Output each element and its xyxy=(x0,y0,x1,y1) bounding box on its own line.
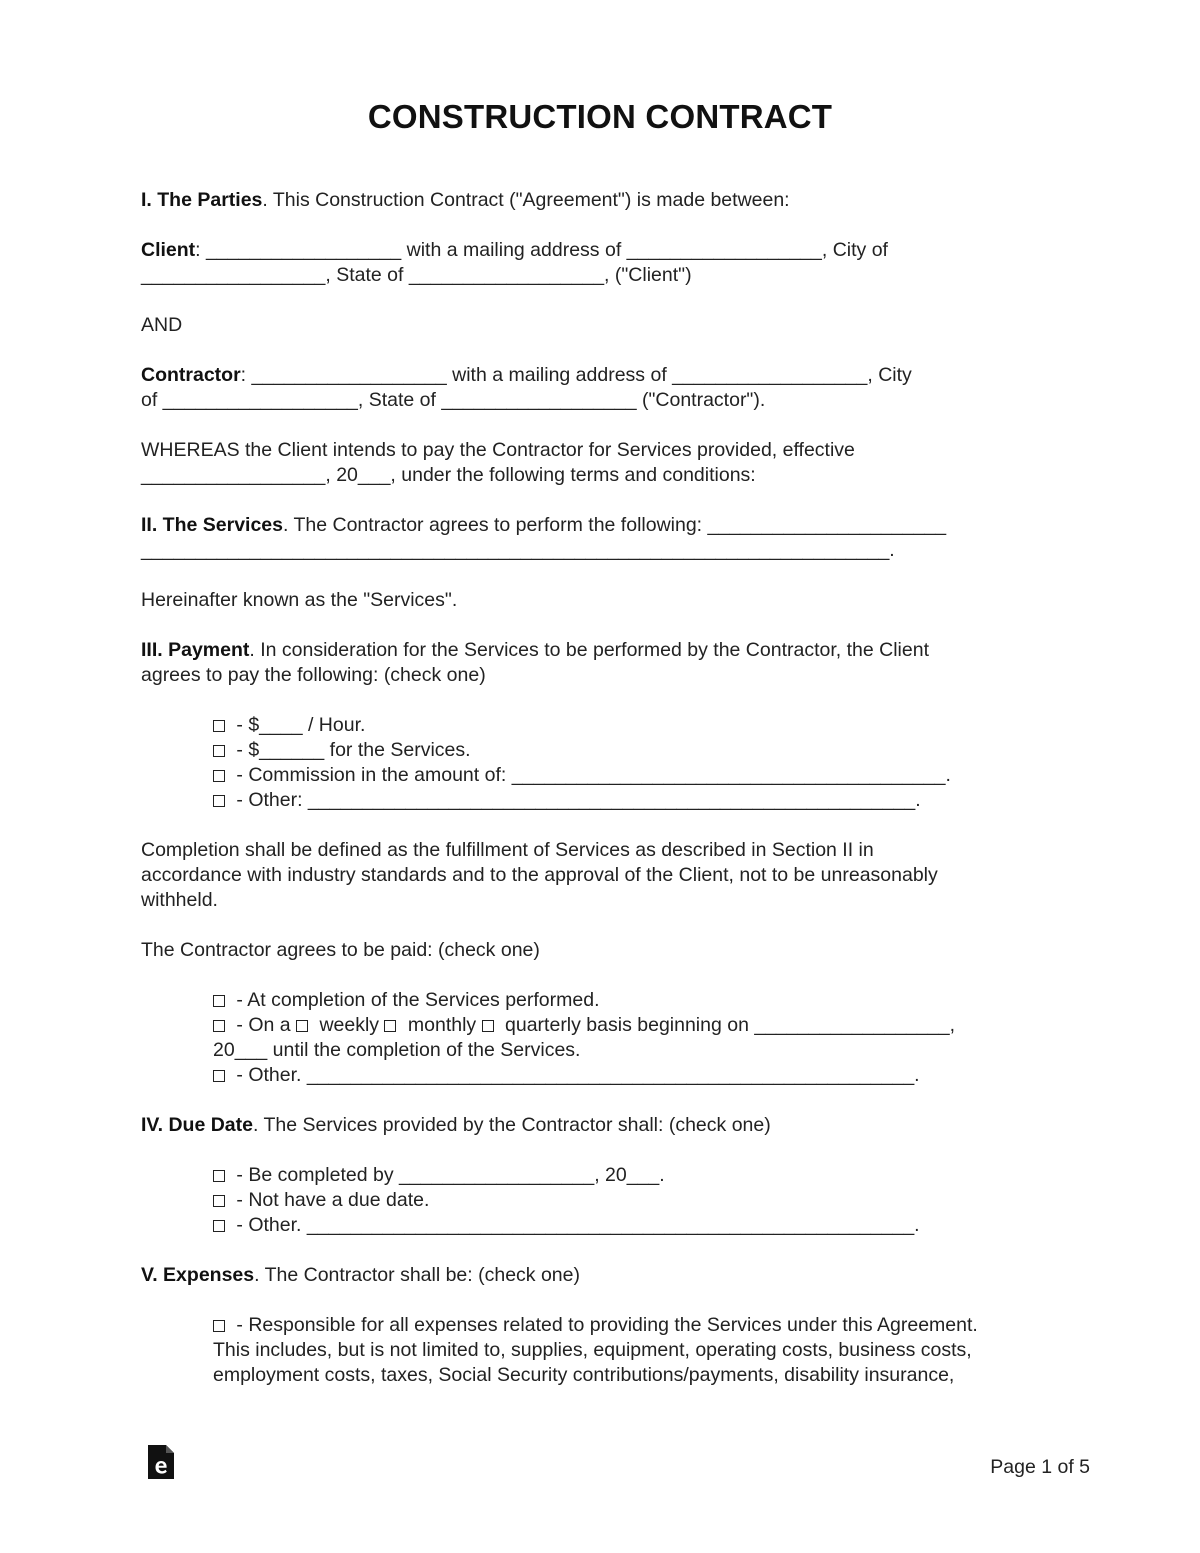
due-date-section xyxy=(141,1113,1061,1138)
option-label: - Not have a due date. xyxy=(231,1189,430,1211)
monthly-checkbox[interactable] xyxy=(384,1020,396,1032)
and-text: AND xyxy=(141,314,183,336)
checkbox[interactable] xyxy=(213,995,225,1007)
completion-line-1: Completion shall be defined as the fulfillment of Services as described in Section II in xyxy=(141,839,874,861)
parties-heading: I. The Parties xyxy=(141,189,263,211)
contractor-line-1: : __________________ with a mailing address of __________________, City xyxy=(240,364,912,386)
whereas-paragraph xyxy=(141,438,1061,488)
completion-paragraph xyxy=(141,838,1061,913)
client-label: Client xyxy=(141,239,196,261)
option-label: - Responsible for all expenses related to providing the Services under this Agreement. xyxy=(231,1314,978,1336)
contractor-paragraph xyxy=(141,363,1061,413)
quarterly-checkbox[interactable] xyxy=(482,1020,494,1032)
paid-schedule-options xyxy=(213,988,1061,1088)
checkbox[interactable] xyxy=(213,1220,225,1232)
services-line-1: . The Contractor agrees to perform the following: ______________________ xyxy=(283,514,947,536)
option-label: - Commission in the amount of: ________________________________________. xyxy=(231,764,951,786)
completion-line-3: withheld. xyxy=(141,889,218,911)
client-line-2: _________________, State of __________________, ("Client") xyxy=(141,264,692,286)
payment-line-1: . In consideration for the Services to be performed by the Contractor, the Client xyxy=(249,639,929,661)
option-label: - Other. ________________________________________________________. xyxy=(231,1064,920,1086)
document-title: CONSTRUCTION CONTRACT xyxy=(367,98,833,135)
services-line-2: _____________________________________________________________________. xyxy=(141,539,895,561)
parties-section xyxy=(141,188,1061,213)
hereinafter-text: Hereinafter known as the "Services". xyxy=(141,589,458,611)
checkbox[interactable] xyxy=(213,1195,225,1207)
paid-schedule-intro: The Contractor agrees to be paid: (check one) xyxy=(141,939,540,961)
expenses-heading: V. Expenses xyxy=(141,1264,255,1286)
payment-heading: III. Payment xyxy=(141,639,250,661)
eforms-logo-icon xyxy=(146,1443,176,1481)
option-label: - On a xyxy=(231,1014,297,1036)
checkbox[interactable] xyxy=(213,720,225,732)
checkbox[interactable] xyxy=(213,1320,225,1332)
option-label: - Other: ________________________________________________________. xyxy=(231,789,921,811)
document-body xyxy=(141,188,1061,1413)
payment-option-hourly xyxy=(213,713,1061,738)
option-label: - At completion of the Services performed. xyxy=(231,989,600,1011)
page-number: Page 1 of 5 xyxy=(990,1456,1090,1478)
checkbox[interactable] xyxy=(213,795,225,807)
payment-section xyxy=(141,638,1061,688)
weekly-checkbox[interactable] xyxy=(296,1020,308,1032)
due-option-other xyxy=(213,1213,1061,1238)
checkbox[interactable] xyxy=(213,1070,225,1082)
services-heading: II. The Services xyxy=(141,514,283,536)
whereas-line-1: WHEREAS the Client intends to pay the Contractor for Services provided, effective xyxy=(141,439,855,461)
due-date-text: . The Services provided by the Contractor shall: (check one) xyxy=(253,1114,771,1136)
payment-option-other xyxy=(213,788,1061,813)
due-date-options xyxy=(213,1163,1061,1238)
checkbox[interactable] xyxy=(213,745,225,757)
monthly-label: monthly xyxy=(402,1014,482,1036)
client-paragraph xyxy=(141,238,1061,288)
payment-option-flat xyxy=(213,738,1061,763)
payment-options xyxy=(213,713,1061,813)
expenses-section xyxy=(141,1263,1061,1288)
checkbox[interactable] xyxy=(213,1170,225,1182)
expenses-option-responsible xyxy=(213,1313,1061,1338)
option-label: - $____ / Hour. xyxy=(231,714,366,736)
expenses-option-line-2: This includes, but is not limited to, supplies, equipment, operating costs, business costs, xyxy=(213,1339,972,1361)
parties-text: . This Construction Contract ("Agreement") is made between: xyxy=(262,189,790,211)
contractor-label: Contractor xyxy=(141,364,241,386)
paid-option-completion xyxy=(213,988,1061,1013)
client-line-1: : __________________ with a mailing address of __________________, City of xyxy=(195,239,888,261)
quarterly-label: quarterly basis beginning on __________________, xyxy=(499,1014,955,1036)
expenses-option-line-3: employment costs, taxes, Social Security contributions/payments, disability insurance, xyxy=(213,1364,955,1386)
due-option-no-date xyxy=(213,1188,1061,1213)
expenses-options xyxy=(213,1313,1061,1388)
paid-option-periodic xyxy=(213,1013,1061,1038)
checkbox[interactable] xyxy=(213,1020,225,1032)
payment-line-2: agrees to pay the following: (check one) xyxy=(141,664,486,686)
checkbox[interactable] xyxy=(213,770,225,782)
weekly-label: weekly xyxy=(314,1014,385,1036)
option-label: - Other. ________________________________________________________. xyxy=(231,1214,920,1236)
contractor-line-2: of __________________, State of __________________ ("Contractor"). xyxy=(141,389,766,411)
services-section xyxy=(141,513,1061,563)
option-label: - $______ for the Services. xyxy=(231,739,471,761)
due-option-completed-by xyxy=(213,1163,1061,1188)
due-date-heading: IV. Due Date xyxy=(141,1114,253,1136)
option-label: - Be completed by __________________, 20___. xyxy=(231,1164,665,1186)
expenses-text: . The Contractor shall be: (check one) xyxy=(254,1264,580,1286)
whereas-line-2: _________________, 20___, under the following terms and conditions: xyxy=(141,464,756,486)
paid-option-periodic-line-2: 20___ until the completion of the Services. xyxy=(213,1039,581,1061)
paid-option-other xyxy=(213,1063,1061,1088)
payment-option-commission xyxy=(213,763,1061,788)
completion-line-2: accordance with industry standards and to the approval of the Client, not to be unreasonably xyxy=(141,864,938,886)
